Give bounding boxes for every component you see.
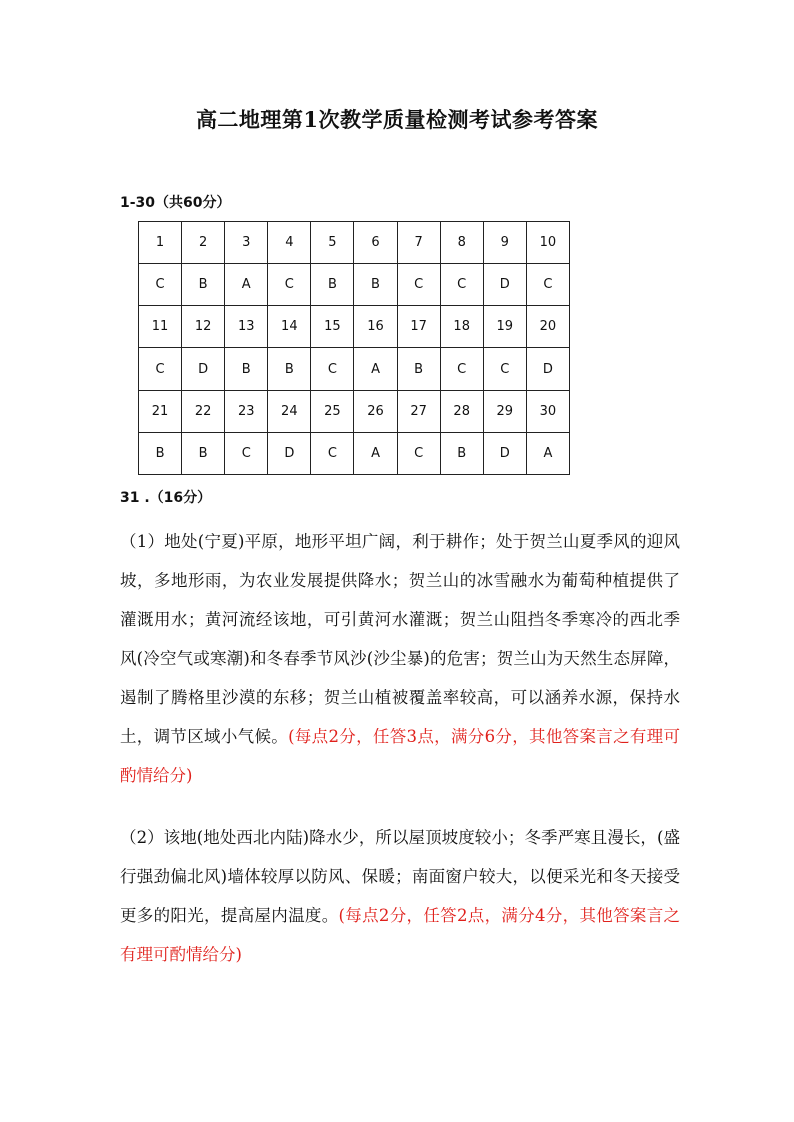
answer-letter-cell: B xyxy=(225,348,268,390)
answer-letter-cell: A xyxy=(526,432,569,474)
answer-letter-cell: C xyxy=(483,348,526,390)
answer-letter-cell: D xyxy=(182,348,225,390)
answer-letter-cell: C xyxy=(526,264,569,306)
answer-letter-cell: B xyxy=(354,264,397,306)
question-number-row xyxy=(139,390,570,432)
question-number-cell: 21 xyxy=(139,390,182,432)
question-number-cell: 28 xyxy=(440,390,483,432)
question-number-cell: 30 xyxy=(526,390,569,432)
answer-letter-cell: B xyxy=(182,264,225,306)
answer-letter-cell: B xyxy=(397,348,440,390)
answer-letter-cell: C xyxy=(311,432,354,474)
answer-letter-cell: A xyxy=(354,348,397,390)
answer-table xyxy=(138,221,570,475)
answer-letter-row xyxy=(139,264,570,306)
question-number-cell: 6 xyxy=(354,222,397,264)
question-number-cell: 11 xyxy=(139,306,182,348)
question-number-cell: 4 xyxy=(268,222,311,264)
question-number-cell: 2 xyxy=(182,222,225,264)
answer-letter-cell: C xyxy=(440,264,483,306)
answer-letter-cell: C xyxy=(139,264,182,306)
answer-letter-cell: B xyxy=(440,432,483,474)
answer-letter-cell: C xyxy=(311,348,354,390)
question-number-cell: 15 xyxy=(311,306,354,348)
answer-letter-cell: C xyxy=(440,348,483,390)
question-number-cell: 20 xyxy=(526,306,569,348)
question-number-row xyxy=(139,222,570,264)
question-number-cell: 5 xyxy=(311,222,354,264)
question-number-cell: 29 xyxy=(483,390,526,432)
question-number-cell: 13 xyxy=(225,306,268,348)
answer-letter-row xyxy=(139,348,570,390)
question-number-cell: 17 xyxy=(397,306,440,348)
question-number-cell: 18 xyxy=(440,306,483,348)
question-number-cell: 16 xyxy=(354,306,397,348)
answer-letter-row xyxy=(139,432,570,474)
question-number-cell: 8 xyxy=(440,222,483,264)
question-number-cell: 25 xyxy=(311,390,354,432)
answer-letter-cell: C xyxy=(397,432,440,474)
page-title: 高二地理第1次教学质量检测考试参考答案 xyxy=(195,107,599,132)
question-number-cell: 10 xyxy=(526,222,569,264)
answer-part-2-text: （2）该地(地处西北内陆)降水少，所以屋顶坡度较小；冬季严寒且漫长，(盛行强劲偏北风)墙体较厚以防风、保暖；南面窗户较大，以便采光和冬天接受更多的阳光，提高屋内温度。 xyxy=(120,828,680,925)
question-number-cell: 27 xyxy=(397,390,440,432)
question-number-cell: 24 xyxy=(268,390,311,432)
answer-part-2-scoring-note: (每点2分，任答2点，满分4分，其他答案言之有理可酌情给分) xyxy=(120,906,681,964)
question-number-cell: 1 xyxy=(139,222,182,264)
answer-letter-cell: D xyxy=(268,432,311,474)
question-number-cell: 23 xyxy=(225,390,268,432)
answer-letter-cell: B xyxy=(311,264,354,306)
section-heading-multiple-choice: 1-30（共60分） xyxy=(120,195,231,211)
answer-letter-cell: C xyxy=(139,348,182,390)
answer-letter-cell: D xyxy=(483,264,526,306)
answer-part-1-text: （1）地处(宁夏)平原，地形平坦广阔，利于耕作；处于贺兰山夏季风的迎风坡，多地形雨，为农业发展提供降水；贺兰山的冰雪融水为葡萄种植提供了灌溉用水；黄河流经该地，可引黄河水灌溉；贺兰山阻挡冬季寒冷的西北季风(冷空气或寒潮)和冬春季节风沙(沙尘暴)的危害；贺兰山为天然生态屏障，遏制了腾格里沙漠的东移；贺兰山植被覆盖率较高，可以涵养水源，保持水土，调节区域小气候。 xyxy=(120,532,680,746)
answer-letter-cell: D xyxy=(526,348,569,390)
answer-part-1 xyxy=(120,522,680,795)
question-number-row xyxy=(139,306,570,348)
question-number-cell: 12 xyxy=(182,306,225,348)
question-number-cell: 14 xyxy=(268,306,311,348)
answer-part-2 xyxy=(120,818,680,974)
question-number-cell: 9 xyxy=(483,222,526,264)
answer-letter-cell: A xyxy=(225,264,268,306)
question-number-cell: 7 xyxy=(397,222,440,264)
answer-letter-cell: C xyxy=(268,264,311,306)
question-number-cell: 3 xyxy=(225,222,268,264)
section-heading-question-31: 31 .（16分） xyxy=(120,490,212,506)
question-number-cell: 19 xyxy=(483,306,526,348)
answer-part-1-scoring-note: (每点2分，任答3点，满分6分，其他答案言之有理可酌情给分) xyxy=(120,727,680,785)
answer-letter-cell: B xyxy=(182,432,225,474)
answer-letter-cell: B xyxy=(139,432,182,474)
answer-letter-cell: C xyxy=(225,432,268,474)
answer-letter-cell: A xyxy=(354,432,397,474)
answer-letter-cell: D xyxy=(483,432,526,474)
answer-letter-cell: B xyxy=(268,348,311,390)
question-number-cell: 22 xyxy=(182,390,225,432)
question-number-cell: 26 xyxy=(354,390,397,432)
answer-letter-cell: C xyxy=(397,264,440,306)
